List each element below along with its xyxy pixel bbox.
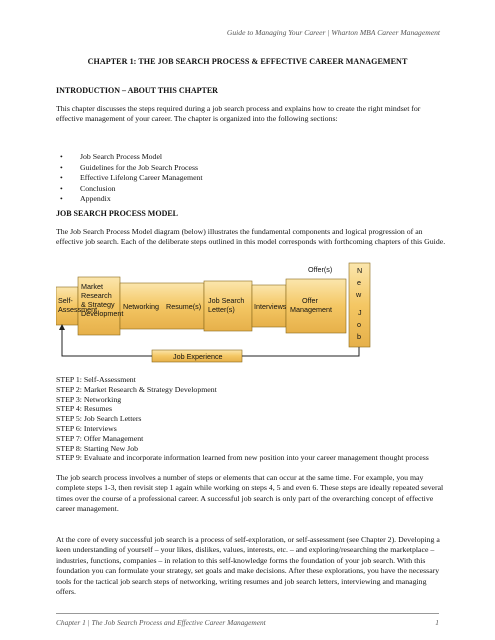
footer-divider bbox=[56, 613, 439, 614]
body-paragraph-2: At the core of every successful job search is a process of self-exploration, or self-assessment (see Chapter 2). Developing a keen understanding of yourself – your likes, dislikes, values, interests, etc. – and exploring/researching the marketplace – industries, functions, companies – in relation to this self-knowledge forms the foundation of your job search. With this foundation you can formulate your strategy, set goals and make decisions. After these explorations, you have the necessary tools for the tactical job search steps of networking, writing resumes and job search letters, interviewing and managing offers. bbox=[56, 535, 440, 597]
step-item: STEP 1: Self-Assessment bbox=[56, 375, 136, 384]
stage-interviews-label: Interviews bbox=[254, 302, 287, 311]
page-number: 1 bbox=[435, 618, 439, 627]
step-item: STEP 8: Starting New Job bbox=[56, 443, 139, 453]
stage-offer-management-label-2: Management bbox=[290, 305, 332, 314]
stage-networking-label: Networking bbox=[123, 302, 159, 311]
stage-letters-label-2: Letter(s) bbox=[208, 305, 235, 314]
stage-resumes-label: Resume(s) bbox=[166, 302, 202, 311]
stage-market-label-2: Research bbox=[81, 291, 112, 300]
list-item: • Guidelines for the Job Search Process bbox=[56, 163, 203, 174]
return-arrow-right bbox=[242, 347, 359, 356]
list-item: • Job Search Process Model bbox=[56, 152, 203, 163]
running-header: Guide to Managing Your Career | Wharton MBA Career Management bbox=[226, 28, 440, 37]
stage-new-job-letter: N bbox=[357, 266, 363, 275]
steps-list bbox=[56, 375, 448, 463]
list-item: • Appendix bbox=[56, 194, 203, 205]
job-search-process-diagram bbox=[56, 259, 374, 367]
stage-new-job-letter: o bbox=[357, 320, 361, 329]
stage-offer-management-label-1: Offer bbox=[302, 296, 318, 305]
stage-new-job-letter: e bbox=[357, 278, 361, 287]
stage-new-job-letter: J bbox=[358, 308, 362, 317]
model-heading: JOB SEARCH PROCESS MODEL bbox=[56, 209, 179, 218]
list-item: • Effective Lifelong Career Management bbox=[56, 173, 203, 184]
step-item: STEP 3: Networking bbox=[56, 394, 122, 404]
step-item: STEP 7: Offer Management bbox=[56, 433, 144, 443]
stage-self-assessment-label-1: Self- bbox=[58, 296, 73, 305]
stage-market-label-1: Market bbox=[81, 282, 103, 291]
section-list bbox=[56, 152, 203, 205]
stage-market-label-3: & Strategy bbox=[81, 300, 115, 309]
body-paragraph-1: The job search process involves a number of steps or elements that can occur at the same time. For example, you may complete steps 1-3, then revisit step 1 again while working on steps 4, 5 and even 6. These steps are ideally repeated several times over the course of a professional career. A successful job search is only part of the overarching concept of effective career management. bbox=[56, 473, 444, 514]
model-paragraph: The Job Search Process Model diagram (below) illustrates the fundamental components and logical progression of an effective job search. Each of the deliberate steps outlined in this model corresponds with forthcoming chapters of this Guide. bbox=[56, 227, 446, 247]
stage-offers-label: Offer(s) bbox=[308, 265, 333, 274]
stage-market-label-4: Development bbox=[81, 309, 124, 318]
list-item: • Conclusion bbox=[56, 184, 203, 195]
stage-new-job-letter: w bbox=[356, 290, 362, 299]
intro-heading: INTRODUCTION – ABOUT THIS CHAPTER bbox=[56, 86, 218, 95]
intro-paragraph: This chapter discusses the steps required during a job search process and explains how to create the right mindset for effective management of your career. The chapter is organized into the following sections: bbox=[56, 104, 421, 124]
chapter-title: CHAPTER 1: THE JOB SEARCH PROCESS & EFFECTIVE CAREER MANAGEMENT bbox=[87, 57, 408, 66]
step-item: STEP 2: Market Research & Strategy Development bbox=[56, 384, 217, 394]
job-experience-label: Job Experience bbox=[173, 352, 223, 361]
stage-self-assessment-label-2: Assessment bbox=[58, 305, 98, 314]
step-item: STEP 6: Interviews bbox=[56, 423, 117, 433]
footer-chapter-label: Chapter 1 | The Job Search Process and Effective Career Management bbox=[56, 618, 266, 627]
stage-new-job-letter: b bbox=[357, 332, 361, 341]
step-item: STEP 4: Resumes bbox=[56, 404, 113, 414]
step-item: STEP 9: Evaluate and incorporate information learned from new position into your career management thought process bbox=[56, 453, 429, 463]
step-item: STEP 5: Job Search Letters bbox=[56, 414, 142, 424]
stage-letters-label-1: Job Search bbox=[208, 296, 245, 305]
